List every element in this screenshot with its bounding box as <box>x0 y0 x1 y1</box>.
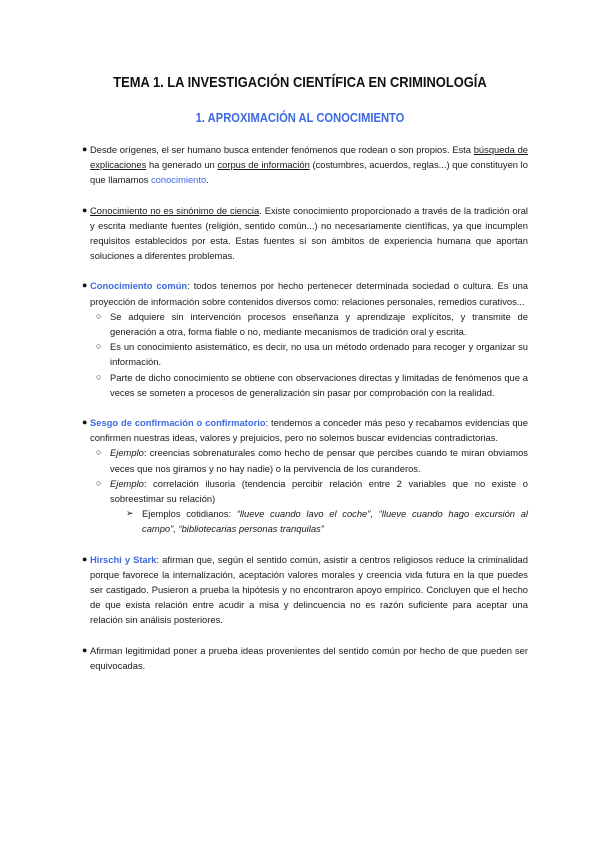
bullet-dot-icon: ● <box>82 204 88 215</box>
bullet-dot-icon: ● <box>82 144 88 154</box>
bullet-item-common-knowledge <box>82 278 528 400</box>
sub-bullet-item: ○ Ejemplo: correlación ilusoria (tendencia percibir relación entre 2 variables que no existe o sobreestimar su relación) <box>96 477 528 505</box>
sub-bullet-item: ○ Ejemplo: creencias sobrenaturales como hecho de pensar que percibes cuando te miran obviamos veces que nos giramos y no hay nadie) o la pervivencia de los curanderos. <box>96 447 528 474</box>
document-body <box>82 142 529 688</box>
hollow-bullet-icon: ○ <box>96 477 102 488</box>
sub-bullet-item: ○ Es un conocimiento asistemático, es decir, no usa un método ordenado para recoger y organizar su información. <box>96 341 528 368</box>
arrow-bullet-icon: ➢ <box>126 508 134 519</box>
paragraph-text: Conocimiento común: todos tenemos por hecho pertenecer determinada sociedad o cultura. Es una proyección de información sobre contenidos diversos como: relaciones personales, remedios curativos... <box>90 280 528 307</box>
bullet-item-legitimacy <box>82 643 528 673</box>
hollow-bullet-icon: ○ <box>96 371 102 382</box>
hollow-bullet-icon: ○ <box>96 341 102 352</box>
sub-bullet-item: ○ Parte de dicho conocimiento se obtiene con observaciones directas y limitadas de fenómenos que a veces se someten a procesos de generalización sin pasar por comprobación con la realidad. <box>96 371 528 398</box>
hollow-bullet-icon: ○ <box>96 447 102 458</box>
page-title: TEMA 1. LA INVESTIGACIÓN CIENTÍFICA EN CRIMINOLOGÍA <box>113 74 487 91</box>
section-heading: 1. APROXIMACIÓN AL CONOCIMIENTO <box>195 110 405 125</box>
paragraph-text: Conocimiento no es sinónimo de ciencia. Existe conocimiento proporcionado a través de la tradición oral y escrita mediante fuentes (religión, sentido común...) no necesariamente científicas, ya que incumplen requisitos establecidos por esta. Estas fuentes sí son ámbitos de experiencia humana que aportan soluciones a diferentes problemas. <box>90 204 528 262</box>
hollow-bullet-icon: ○ <box>96 310 102 321</box>
paragraph-text: Desde orígenes, el ser humano busca entender fenómenos que rodean o son propios. Esta búsqueda de explicaciones ha generado un corpus de información (costumbres, acuerdos, reglas...) que constituyen lo que llamamos conocimiento. <box>90 144 529 186</box>
bullet-dot-icon: ● <box>82 417 88 428</box>
paragraph-text: Sesgo de confirmación o confirmatorio: tendemos a conceder más peso y recabamos evidencias que confirmen nuestras ideas, valores y prejuicios, pero no solemos buscar evidencias contradictorias. <box>90 417 528 444</box>
sub-sub-bullet-item: ➢ Ejemplos cotidianos: “llueve cuando lavo el coche”, “llueve cuando hago excursión al campo”, “bibliotecarias personas tranquilas” <box>126 508 528 535</box>
bullet-item-origins <box>82 142 529 188</box>
paragraph-text: Afirman legitimidad poner a prueba ideas provenientes del sentido común por hecho de que pueden ser equivocadas. <box>90 644 528 671</box>
bullet-item-knowledge-not-science <box>82 203 528 264</box>
bullet-item-confirmation-bias <box>82 415 528 537</box>
bullet-dot-icon: ● <box>82 280 88 291</box>
bullet-item-hirschi-stark <box>82 552 528 628</box>
bullet-dot-icon: ● <box>82 644 88 655</box>
bullet-dot-icon: ● <box>82 553 88 564</box>
paragraph-text: Hirschi y Stark: afirman que, según el sentido común, asistir a centros religiosos reduce la criminalidad porque favorece la internalización, aceptación valores morales y creencia vida futura en la que puedes ser castigado. Pusieron a prueba la hipótesis y no encontraron apoyo empírico. Concluyen que el hecho de que exista relación entre acudir a misa y delincuencia no es razón suficiente para aceptar una relación sin análisis posteriores. <box>90 553 528 626</box>
sub-bullet-item: ○ Se adquiere sin intervención procesos enseñanza y aprendizaje explícitos, y transmite de generación a otra, forma fiable o no, mediante mecanismos de tradición oral y escrita. <box>96 310 528 338</box>
